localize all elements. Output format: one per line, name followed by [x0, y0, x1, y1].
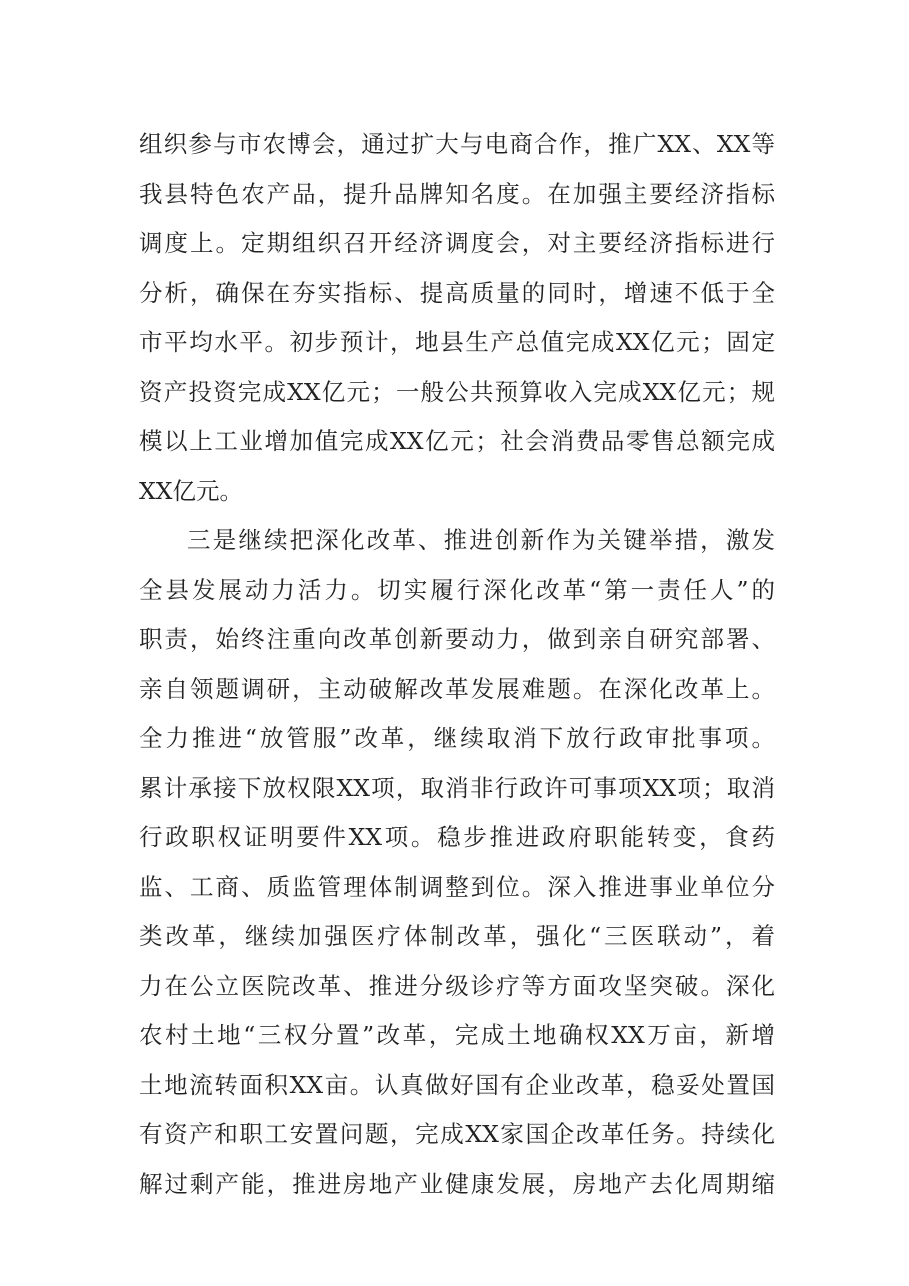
- text-line: 解过剩产能，推进房地产业健康发展，房地产去化周期缩: [139, 1169, 775, 1198]
- text-line: 全县发展动力活力。切实履行深化改革“第一责任人”的: [139, 575, 775, 604]
- text-line: 分析，确保在夯实指标、提高质量的同时，增速不低于全: [139, 278, 775, 307]
- text-line: 我县特色农产品，提升品牌知名度。在加强主要经济指标: [139, 179, 775, 208]
- text-line: 力在公立医院改革、推进分级诊疗等方面攻坚突破。深化: [139, 971, 775, 1000]
- text-line: 全力推进“放管服”改革，继续取消下放行政审批事项。: [139, 724, 775, 752]
- text-line: 土地流转面积XX亩。认真做好国有企业改革，稳妥处置国: [139, 1070, 775, 1099]
- text-line: 累计承接下放权限XX项，取消非行政许可事项XX项；取消: [139, 773, 775, 802]
- text-line: XX亿元。: [139, 476, 243, 505]
- text-line: 组织参与市农博会，通过扩大与电商合作，推广XX、XX等: [139, 130, 775, 158]
- text-line: 监、工商、质监管理体制调整到位。深入推进事业单位分: [139, 872, 775, 901]
- text-line: 资产投资完成XX亿元；一般公共预算收入完成XX亿元；规: [139, 377, 775, 406]
- text-line: 农村土地“三权分置”改革，完成土地确权XX万亩，新增: [139, 1021, 775, 1049]
- text-line: 有资产和职工安置问题，完成XX家国企改革任务。持续化: [139, 1120, 775, 1148]
- text-line: 亲自领题调研，主动破解改革发展难题。在深化改革上。: [139, 674, 775, 703]
- text-line: 模以上工业增加值完成XX亿元；社会消费品零售总额完成: [139, 427, 775, 455]
- document-body: [139, 120, 775, 1209]
- text-line: 类改革，继续加强医疗体制改革，强化“三医联动”，着: [139, 922, 775, 950]
- text-line: 三是继续把深化改革、推进创新作为关键举措，激发: [187, 526, 775, 554]
- text-line: 行政职权证明要件XX项。稳步推进政府职能转变，食药: [139, 823, 775, 851]
- text-line: 职责，始终注重向改革创新要动力，做到亲自研究部署、: [139, 625, 775, 653]
- text-line: 市平均水平。初步预计，地县生产总值完成XX亿元；固定: [139, 328, 775, 356]
- paragraph-2: [139, 516, 775, 1209]
- text-line: 调度上。定期组织召开经济调度会，对主要经济指标进行: [139, 229, 775, 257]
- paragraph-1: [139, 120, 775, 516]
